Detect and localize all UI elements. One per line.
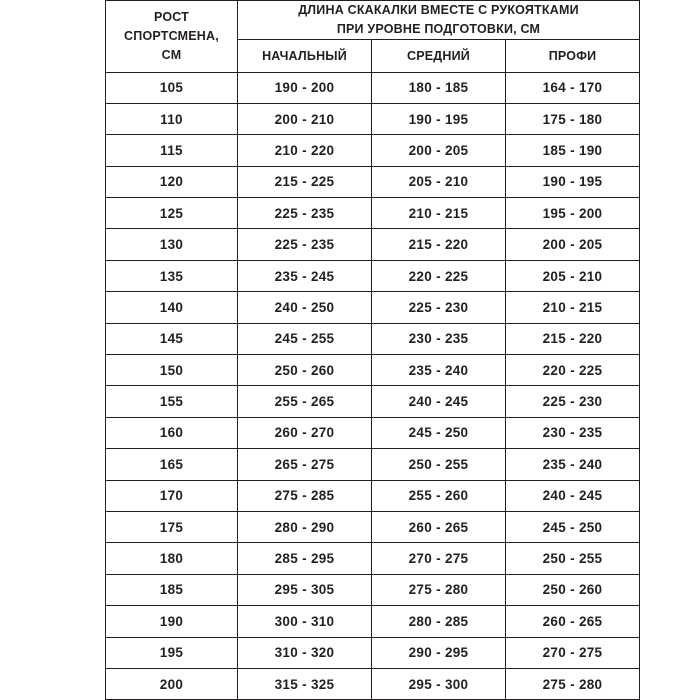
table-row	[106, 511, 640, 542]
cell-height: 135	[106, 260, 238, 291]
cell-middle: 280 - 285	[372, 606, 506, 637]
column-header-level-middle: СРЕДНИЙ	[372, 39, 506, 72]
cell-height: 150	[106, 355, 238, 386]
cell-pro: 225 - 230	[506, 386, 640, 417]
cell-middle: 250 - 255	[372, 449, 506, 480]
table-header	[106, 1, 640, 73]
cell-beginner: 250 - 260	[238, 355, 372, 386]
cell-middle: 245 - 250	[372, 417, 506, 448]
cell-height: 185	[106, 574, 238, 605]
cell-height: 115	[106, 135, 238, 166]
cell-height: 165	[106, 449, 238, 480]
cell-middle: 240 - 245	[372, 386, 506, 417]
table-row	[106, 229, 640, 260]
cell-beginner: 295 - 305	[238, 574, 372, 605]
cell-height: 120	[106, 166, 238, 197]
cell-beginner: 285 - 295	[238, 543, 372, 574]
cell-middle: 290 - 295	[372, 637, 506, 668]
cell-middle: 200 - 205	[372, 135, 506, 166]
table-row	[106, 606, 640, 637]
column-header-athlete-height: РОСТ СПОРТСМЕНА, СМ	[106, 1, 238, 73]
table-row	[106, 166, 640, 197]
cell-beginner: 275 - 285	[238, 480, 372, 511]
cell-pro: 245 - 250	[506, 511, 640, 542]
cell-middle: 205 - 210	[372, 166, 506, 197]
cell-pro: 240 - 245	[506, 480, 640, 511]
cell-pro: 250 - 260	[506, 574, 640, 605]
cell-height: 170	[106, 480, 238, 511]
cell-pro: 230 - 235	[506, 417, 640, 448]
cell-height: 110	[106, 103, 238, 134]
table-row	[106, 292, 640, 323]
cell-beginner: 265 - 275	[238, 449, 372, 480]
cell-height: 180	[106, 543, 238, 574]
cell-middle: 270 - 275	[372, 543, 506, 574]
table-row	[106, 135, 640, 166]
cell-beginner: 225 - 235	[238, 198, 372, 229]
cell-middle: 260 - 265	[372, 511, 506, 542]
table-row	[106, 668, 640, 699]
table-row	[106, 543, 640, 574]
table-row	[106, 386, 640, 417]
cell-middle: 230 - 235	[372, 323, 506, 354]
cell-pro: 220 - 225	[506, 355, 640, 386]
cell-pro: 250 - 255	[506, 543, 640, 574]
cell-pro: 260 - 265	[506, 606, 640, 637]
cell-middle: 275 - 280	[372, 574, 506, 605]
cell-beginner: 255 - 265	[238, 386, 372, 417]
cell-pro: 195 - 200	[506, 198, 640, 229]
table-row	[106, 72, 640, 103]
cell-beginner: 225 - 235	[238, 229, 372, 260]
cell-beginner: 280 - 290	[238, 511, 372, 542]
table-row	[106, 574, 640, 605]
table-row	[106, 355, 640, 386]
table-row	[106, 449, 640, 480]
cell-height: 145	[106, 323, 238, 354]
column-header-rope-length: ДЛИНА СКАКАЛКИ ВМЕСТЕ С РУКОЯТКАМИ ПРИ УРОВНЕ ПОДГОТОВКИ, СМ	[238, 1, 640, 40]
cell-height: 125	[106, 198, 238, 229]
column-header-level-pro: ПРОФИ	[506, 39, 640, 72]
cell-height: 130	[106, 229, 238, 260]
cell-pro: 235 - 240	[506, 449, 640, 480]
table-row	[106, 260, 640, 291]
table-row	[106, 637, 640, 668]
cell-middle: 210 - 215	[372, 198, 506, 229]
table-row	[106, 480, 640, 511]
cell-middle: 295 - 300	[372, 668, 506, 699]
cell-height: 105	[106, 72, 238, 103]
cell-pro: 210 - 215	[506, 292, 640, 323]
cell-middle: 225 - 230	[372, 292, 506, 323]
cell-height: 190	[106, 606, 238, 637]
cell-height: 175	[106, 511, 238, 542]
cell-pro: 200 - 205	[506, 229, 640, 260]
cell-middle: 215 - 220	[372, 229, 506, 260]
table-row	[106, 103, 640, 134]
cell-beginner: 315 - 325	[238, 668, 372, 699]
cell-pro: 275 - 280	[506, 668, 640, 699]
cell-middle: 190 - 195	[372, 103, 506, 134]
cell-pro: 164 - 170	[506, 72, 640, 103]
cell-height: 140	[106, 292, 238, 323]
cell-beginner: 210 - 220	[238, 135, 372, 166]
cell-middle: 255 - 260	[372, 480, 506, 511]
cell-pro: 190 - 195	[506, 166, 640, 197]
table-body	[106, 72, 640, 700]
table-row	[106, 417, 640, 448]
cell-height: 200	[106, 668, 238, 699]
column-header-level-beginner: НАЧАЛЬНЫЙ	[238, 39, 372, 72]
cell-pro: 185 - 190	[506, 135, 640, 166]
cell-height: 195	[106, 637, 238, 668]
cell-middle: 235 - 240	[372, 355, 506, 386]
cell-beginner: 245 - 255	[238, 323, 372, 354]
cell-beginner: 300 - 310	[238, 606, 372, 637]
cell-beginner: 215 - 225	[238, 166, 372, 197]
cell-middle: 180 - 185	[372, 72, 506, 103]
table-row	[106, 198, 640, 229]
cell-height: 155	[106, 386, 238, 417]
cell-pro: 175 - 180	[506, 103, 640, 134]
cell-pro: 215 - 220	[506, 323, 640, 354]
cell-pro: 205 - 210	[506, 260, 640, 291]
cell-middle: 220 - 225	[372, 260, 506, 291]
cell-beginner: 260 - 270	[238, 417, 372, 448]
cell-beginner: 235 - 245	[238, 260, 372, 291]
jump-rope-size-table	[105, 0, 640, 700]
table-header-row-top	[106, 1, 640, 40]
cell-beginner: 240 - 250	[238, 292, 372, 323]
cell-beginner: 310 - 320	[238, 637, 372, 668]
table-row	[106, 323, 640, 354]
cell-height: 160	[106, 417, 238, 448]
cell-beginner: 200 - 210	[238, 103, 372, 134]
cell-pro: 270 - 275	[506, 637, 640, 668]
cell-beginner: 190 - 200	[238, 72, 372, 103]
